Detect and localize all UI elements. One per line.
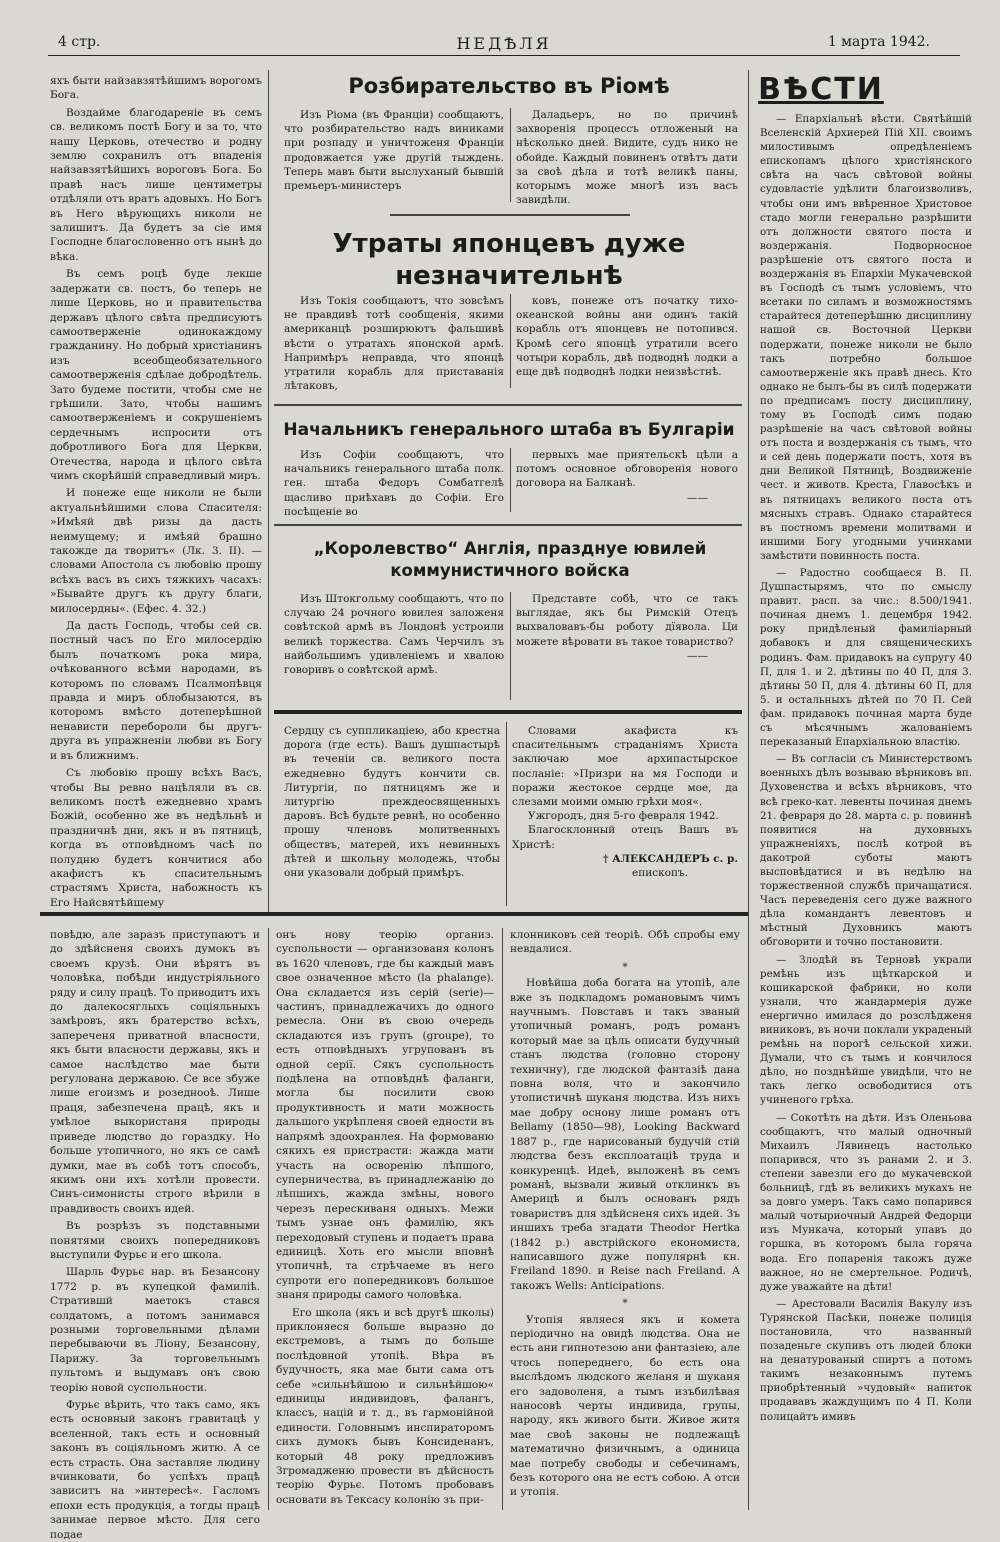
- article4-col1: [284, 592, 504, 702]
- news-item: — Въ согласіи съ Министерствомъ военныхъ дѣлъ возываю вѣрниковъ вп. Духовенства и всѣхъ вѣрниковъ, что всѣ греко-кат. левенты починая днемъ 21. февраря до 28. марта с. р. повиннѣ появитися на духовныхъ упражненіяхъ, послѣ котрой въ дакотрой суботы маютъ высповѣдатися и въ недѣлю на торжественной службѣ причащатися. Часъ переведенія сего дуже важного дѣла командантъ левентовъ и мѣстный Духовникъ маютъ обговорити и точно постановити.: [760, 753, 972, 949]
- paragraph: клонниковъ сей теоріѣ. Обѣ спробы ему невдалися.: [510, 929, 740, 956]
- newspaper-title: НЕДѢЛЯ: [456, 34, 552, 53]
- paragraph: И понеже еще николи не были актуальнѣйшими слова Спасителя: »Имѣяй двѣ ризы да дасть неимущему; и имѣяй брашно такожде да творитъ« (Лк. 3. II). — словами Апостола съ любовію прошу всѣхъ васъ въ сихъ тяжкихъ часахъ: »Бывайте другъ къ другу благи, милосердны«. (Ефес. 4. 32.): [50, 487, 262, 615]
- article4-text: Изъ Штокгольму сообщаютъ, что по случаю 24 рочного ювилея заложеня совѣтской армѣ въ Лондонѣ устроили великѣ торжества. Самъ Черчилъ зъ найбольшимъ удивленіемъ и хвалою говоривъ о совѣтской армѣ.: [284, 593, 504, 677]
- end-dash: ——: [687, 649, 708, 662]
- column-rule: [268, 928, 269, 1510]
- paragraph: Да дасть Господь, чтобы сей св. постный часъ по Его милосердію былъ початкомъ рока мира, очѣкованного всѣми народами, въ которомъ по словамъ Псалмопѣвця правда и миръ облобызаются, въ которомъ вмѣсто дотеперѣшной ненависти перебороли бы другъ-друга въ упражненіи любви въ Богу и въ ближнимъ.: [50, 620, 262, 762]
- article-divider: [274, 404, 742, 406]
- column-rule: [268, 70, 269, 912]
- letter-col1: [284, 724, 500, 904]
- paragraph: Воздайме благодареніе въ семъ св. великомъ постѣ Богу и за то, что нашу Церковь, отечество и родну землю сохранилъ отъ впаденія найзавзятѣйшихъ вороговъ Бога. Бо правѣ насъ лише центиметры отдѣляли отъ вратъ адовыхъ. Но Богъ въ Него вѣрующихъ николи не залишитъ. Да будетъ за сіе имя Господне благословенно отъ нынѣ до вѣка.: [50, 106, 262, 263]
- letter-signature: † АЛЕКСАНДЕРЪ с. р.: [602, 852, 738, 865]
- news-item: — Радостно сообщаеся В. П. Душпастырямъ, что по смыслу правит. расп. за чис.: 8.500/1941. починая днемъ 1. децембря 1942. року придѣленый фамиліарный добавокъ и для священическихъ родинъ. Фам. придавокъ на супругу 40 П, для 1. и 2. дѣтины по 40 П, для 3. дѣтины 50 П, для 4. дѣтины 60 П, для 5. и остальныхъ дѣтей по 70 П. Сей фам. придавокъ починая марта буде съ мѣсячнымъ жалованіемъ переказаный Епархіальною властію.: [760, 567, 972, 749]
- article4-col2: [516, 592, 738, 702]
- article-divider: [390, 214, 630, 216]
- article-divider: [274, 524, 742, 526]
- news-item: — Арестовали Василія Вакулу изъ Турянской Пасѣки, понеже полиція постановила, что названный позаденьге скупивъ отъ людей блоки на денатурованый спиртъ а потомъ такимъ незаконнымъ путемъ приобрѣтенный »чудовый« напиток продававъ жаждущимъ по 4 П. Коли полицайтъ имивъ: [760, 1297, 972, 1423]
- article2-col2: [516, 294, 738, 390]
- left-column: [50, 74, 262, 912]
- article2-title: Утраты японцевъ дуже незначительнѣ: [332, 229, 686, 291]
- article4-text: Представте собѣ, что се такъ выглядае, якъ бы Римскій Отецъ выхваловавъ-бы роботу дїявола. Ци можете вѣровати въ такое товариство?: [516, 593, 738, 648]
- letter-text: Словами акафиста къ спасительнымъ страданіямъ Христа заключаю мое архипастырское посланіе: »Призри на мя Господи и поражи жестокое сердце мое, да слезами моими омыю грѣхи моя«.: [512, 725, 738, 809]
- paragraph: яхъ быти найзавзятѣйшимъ ворогомъ Бога.: [50, 75, 262, 102]
- article4-title: „Королевство“ Англія, празднуе ювилей коммунистичного войска: [313, 539, 707, 580]
- article3-text: Изъ Софіи сообщаютъ, что начальникъ генерального штаба полк. ген. штаба Федоръ Сомбатгелѣ щасливо приѣхавъ до Софіи. Его посѣщеніе во: [284, 449, 504, 518]
- article3-text: первыхъ мае приятельскѣ цѣли а потомъ основное обговоренія нового договора на Балканѣ.: [516, 449, 738, 490]
- paragraph: Шарль Фурьє нар. въ Безансону 1772 р. въ купецкой фамиліѣ. Стратившй маетокъ стався солдатомъ, а потомъ занимався розными торговельными дѣлами перебываючи въ Ліону, Безансону, Парижу. За торговельнымъ пультомъ и выдумавъ онъ свою теорію новой суспольности.: [50, 1266, 260, 1394]
- article2-text: ковъ, понеже отъ початку тихо-океанской войны ани одинъ такій корабль отъ японцевъ не потопився. Кромѣ сего японцѣ утратили всего чотыри корабль, двѣ подводнѣ лодки а еще двѣ подводнѣ лодки неизвѣстнѣ.: [516, 295, 738, 379]
- article3-col1: [284, 448, 504, 518]
- news-section-title: ВѢСТИ: [758, 72, 884, 107]
- article3-title: Начальникъ генерального штаба въ Булгаріи: [283, 420, 735, 440]
- article1-text: Даладьеръ, но по причинѣ захворенія процессъ отложеный на нѣсколько дней. Видите, судъ нико не обойде. Каждый повиненъ отвѣтъ дати за своѣ дѣла и тотѣ великѣ паны, которымъ може многѣ изъ васъ завидѣли.: [516, 109, 738, 207]
- letter-text: Сердцу съ суппликаціею, або крестна дорога (где есть). Вашъ душпастырѣ въ теченіи св. великого поста ежедневно будутъ кончити св. Литургіи, по пятницямъ же и литургію преждеосвященныхъ даровъ. Всѣ будьте ревнѣ, но особенно прошу членовъ молитвенныхъ обществъ, матерей, ихъ невинныхъ дѣтей и школьну молодежь, чтобы они указовали добрый примѣръ.: [284, 725, 500, 880]
- news-item: — Злодѣй въ Терновѣ украли ремѣнь изъ щѣткарской и кошикарской фабрики, но коли узнали, что жандармерія дуже енергично имилася до розслѣдженя виниковъ, въ ночи поклали украденый ремѣнь на порогѣ сельской хижи. Думали, что съ тымъ и кончилося дѣло, но позднѣйше увидѣли, что не такъ легко освободитися отъ учиненого грѣха.: [760, 953, 972, 1107]
- paragraph: Фурьє вѣрить, что такъ само, якъ есть основный законъ гравитацѣ у вселенной, такъ есть и основный законъ въ соціяльномъ житю. А се есть страсть. Она заставляе людину вчинковати, бо успѣхъ працѣ зависитъ на »интересѣ«. Гасломъ епохи есть продукція, а тогды працѣ занимае первое мѣсто. Для сего подае: [50, 1399, 260, 1541]
- news-item: — Сокотѣть на дѣти. Изъ Оленьова сообщаютъ, что малый одночный Михаилъ Лявинецъ настолько попарився, что зъ ранами 2. и 3. степени завезли его до мукачевской больницѣ, гдѣ въ великихъ мукахъ не за довго умеръ. Такъ само попарився малый чотыриочный Андрей Федорци изъ Мункача, который упавъ до горшка, въ которомъ была горяча вода. Его попаренія такожъ дуже важное, но не смертельное. Родичѣ, дуже уважайте на дѣти!: [760, 1111, 972, 1293]
- paragraph: Въ семъ роцѣ буде лекше задержати св. постъ, бо теперь не лише Церковь, но и правительства державъ цѣлого свѣта предписуютъ самоотверженіе одинокаждому гражданину. Но добрый христіанинъ изъ всеобщеобязательного самоотверженія сдѣлае добродѣтель. Зато будеме постити, чтобы сме не грѣшили. Зато, чтобы нашимъ самоотверженіемъ и сокрушеніемъ сердечнымъ испросити отъ добротливого Бога для Церкви, Отечества, народа и цѣлого свѣта чимъ скорѣйшій справедливый миръ.: [50, 268, 262, 482]
- page-number: 4 стр.: [58, 34, 101, 50]
- paragraph: онъ нову теорію организ. суспольности — организованя колонъ въ 1620 членовъ, где бы каждый мавъ свое означенное мѣсто (la phalange). Она складается изъ серій (serie)— частинъ, принадлежачихъ до одного ремесла. Они въ свою очередь складаются изъ групъ (groupe), то есть отповѣдныхъ угрупованъ въ одной серії. Сякъ суспольность подѣлена на отповѣднѣ фаланги, могла бы посилити свою продуктивность и мати можность дальшого укрѣпленя своей едности въ напрямѣ здоохранлея. На формованю сякихъ ея пристрасти: жажда мати участь на осворенію лѣпшого, суперничества, въ принадлежанію до лѣпшихъ, жажда змѣны, нового черезъ перескиваня одныхъ. Межи тымъ узнае онъ фамилію, якъ переходовый ступень и подаетъ права единицѣ. Хоть его мысли вповнѣ утопичнѣ, та стрѣчаеме въ него супроти его попередниковъ большое знаня природы самого чоловѣка.: [276, 929, 494, 1302]
- letter-place: Ужгородъ, дня 5-го февраля 1942.: [528, 810, 719, 823]
- paragraph: Новѣйша доба богата на утопіѣ, але вже зъ подкладомъ романовымъ чимъ научнымъ. Повставъ и такъ званый утопичный романъ, родъ романъ который мае за цѣль описати будучный станъ людства (головно сторону техничну), где людской фантазіѣ дана повна воля, что и закончило утопистичнѣ шуканя людства. Изъ нихъ мае добру оснону лише романъ отъ Bellamy (1850—98), Looking Backward 1887 р., где нарисованый будучій стій людства безъ експлоатаціѣ труда и конкуренцѣ. Идеѣ, выложенѣ въ семъ романѣ, вызвали живый отклинкъ въ Америцѣ и былъ основанъ рядъ товариствъ для здѣйсненя сихъ идей. Зъ иншихъ треба згадати Theodor Hertka (1842 р.) австрійского економиста, написавшого дуже популярнѣ кн. Freiland 1890. и Reise nach Freiland. А такожъ Wells: Anticipations.: [510, 977, 740, 1292]
- article1-col1: [284, 108, 504, 204]
- paragraph: Съ любовію прошу всѣхъ Васъ, чтобы Вы ревно нацѣляли въ св. великомъ постѣ ежедневно храмъ Божій, особенно же въ недѣльнѣ и праздничнѣ дни, якъ и въ пятницѣ, когда въ отповѣдномъ часѣ по полудню будетъ кончитися або акафистъ къ спасительнымъ страстямъ Христа, набожность къ Его Найсвятѣйшему: [50, 767, 262, 909]
- column-rule: [510, 108, 511, 202]
- letter-col2: [512, 724, 738, 904]
- article1-text: Изъ Ріома (въ Франціи) сообщаютъ, что розбирательство надъ виниками при розпаду и уничтоженя Франціи продовжается уже другій тыждень. Теперь мавъ быти выслуханый бывшій премьеръ-министеръ: [284, 109, 504, 193]
- article1-col2: [516, 108, 738, 207]
- header-rule: [48, 55, 960, 56]
- section-rule: [40, 912, 748, 916]
- news-column: [760, 112, 972, 1512]
- article1-title: Розбирательство въ Ріомѣ: [348, 74, 670, 98]
- separator-star: *: [622, 960, 628, 973]
- column-rule: [510, 592, 511, 700]
- end-dash: ——: [687, 491, 708, 504]
- column-rule: [502, 928, 503, 1510]
- page-header: [48, 34, 960, 56]
- article2-col1: [284, 294, 504, 393]
- column-rule: [506, 722, 507, 906]
- letter-closing: Благосклонный отецъ Вашъ въ Христѣ:: [512, 824, 738, 851]
- paragraph: Его школа (якъ и всѣ другѣ школы) приклоняеся больше выразно до екстремовъ, а тымъ до больше послѣдовной утопіѣ. Вѣра въ будучность, яка мае быти сама отъ себе »сильнѣйшою и сильнѣйшою« единицы индивидовъ, фалангъ, классъ, націй и т. д., въ гармонійной единости. Головнымъ инспираторомъ сихъ думокъ бывъ Консиденанъ, который 48 року предложивъ Згромадженю провести въ дѣйсность теорію Фурьє. Потомъ пробовавъ основати въ Тексасу колонію зъ при-: [276, 1306, 494, 1506]
- bottom-col2: [276, 928, 494, 1510]
- article3-col2: [516, 448, 738, 514]
- section-rule: [274, 710, 742, 714]
- paragraph: Въ розрѣзъ зъ подставными понятями своихъ попередниковъ выступили Фурьє и его школа.: [50, 1220, 260, 1261]
- paragraph: Утопія являеся якъ и комета періодично на овидѣ людства. Она не есть ани гипнотезою ани фантазіею, але чтось попереднего, бо есть она выслѣдомъ людского желаня и шуканя его задоволеня, а тымъ изъбилѣвая наносовѣ черты индивида, групы, народу, якъ живого быти. Живое житя мае своѣ законы не подлежащѣ математично физичнымъ, а одиница мае потребу свободы и себечинамъ, безъ которого она не естъ собою. А отси и утопія.: [510, 1313, 740, 1499]
- column-rule: [510, 448, 511, 512]
- issue-date: 1 марта 1942.: [827, 34, 930, 50]
- column-rule: [748, 70, 749, 1510]
- column-rule: [510, 294, 511, 388]
- bottom-col1: [50, 928, 260, 1541]
- letter-role: епископъ.: [632, 867, 688, 880]
- article2-text: Изъ Токія сообщаютъ, что зовсѣмъ не правдивѣ тотѣ сообщенія, якими американцѣ розширюютъ фальшивѣ вѣсти о утратахъ японской армѣ. Напримѣръ неправда, что японцѣ утратили корабль для приставанія лѣтаковъ,: [284, 295, 504, 393]
- bottom-col3: [510, 928, 740, 1510]
- paragraph: повѣдю, але заразъ приступаютъ и до здѣйсненя своихъ думокъ въ своемъ крузѣ. Они вѣрятъ въ чоловѣка, побѣди индустріяльного ряду и силу працѣ. То приводитъ ихъ до далекосяглыхъ соціяльныхъ замѣровъ, якъ братерство всѣхъ, запереченя приватной власности, якъ быти власности державы, якъ и самое наслѣдство мае быти регулована державою. Се все збуже лише егоизмъ и розеднооѣ. Лише праця, забезпечена працѣ, якъ и умѣлое выкористаня природы приведе людство до гораздку. Но больше утопичного, но якъ се самѣ думки, мае въ собѣ тотъ способъ, якимъ они ихъ хотѣли провести. Синъ-симонисты строго вѣрили в правдивость своихъ идей.: [50, 929, 260, 1215]
- separator-star: *: [622, 1297, 628, 1310]
- news-item: — Епархіальнѣ вѣсти. Святѣйшій Вселенскій Архиерей Пій XII. своимъ милостивымъ опредѣленіемъ епископамъ цѣлого христіянского свѣта на часъ свѣтовой войны судовластіе удѣлити благоизволивъ, чтобы они имъ ввѣренное Христовое стадо могли генерально разрѣшити отъ должности святого поста и воздержанія. Подворносное разрѣшеніе отъ святого поста и воздержанія въ Епархіи Мукачевской въ Господѣ съ тымъ условіемъ, что всетаки по силамъ и возможностямъ старайтеся дотеперѣшню дисциплину нашой св. Восточной Церкви подержати, понеже николи не было такъ потребно большое самоотверженіе якъ правѣ днесь. Кто однако не былъ-бы въ силѣ подержати по предписамъ посту дисциплину, тому въ Господѣ симъ подаю разрѣшеніе на часъ свѣтовой войны отъ поста и воздержанія съ тымъ, что и сей день подержати постъ, хотя въ дни Великой Пятницѣ, Воздвиженіе чест. и животв. Креста, Главосѣкъ и въ пятницахъ великого поста отъ мясныхъ стравъ. Однако старайтеся въ постномъ времени молитвами и иншими Богу угодными учинками замѣстити повинность поста.: [760, 113, 972, 562]
